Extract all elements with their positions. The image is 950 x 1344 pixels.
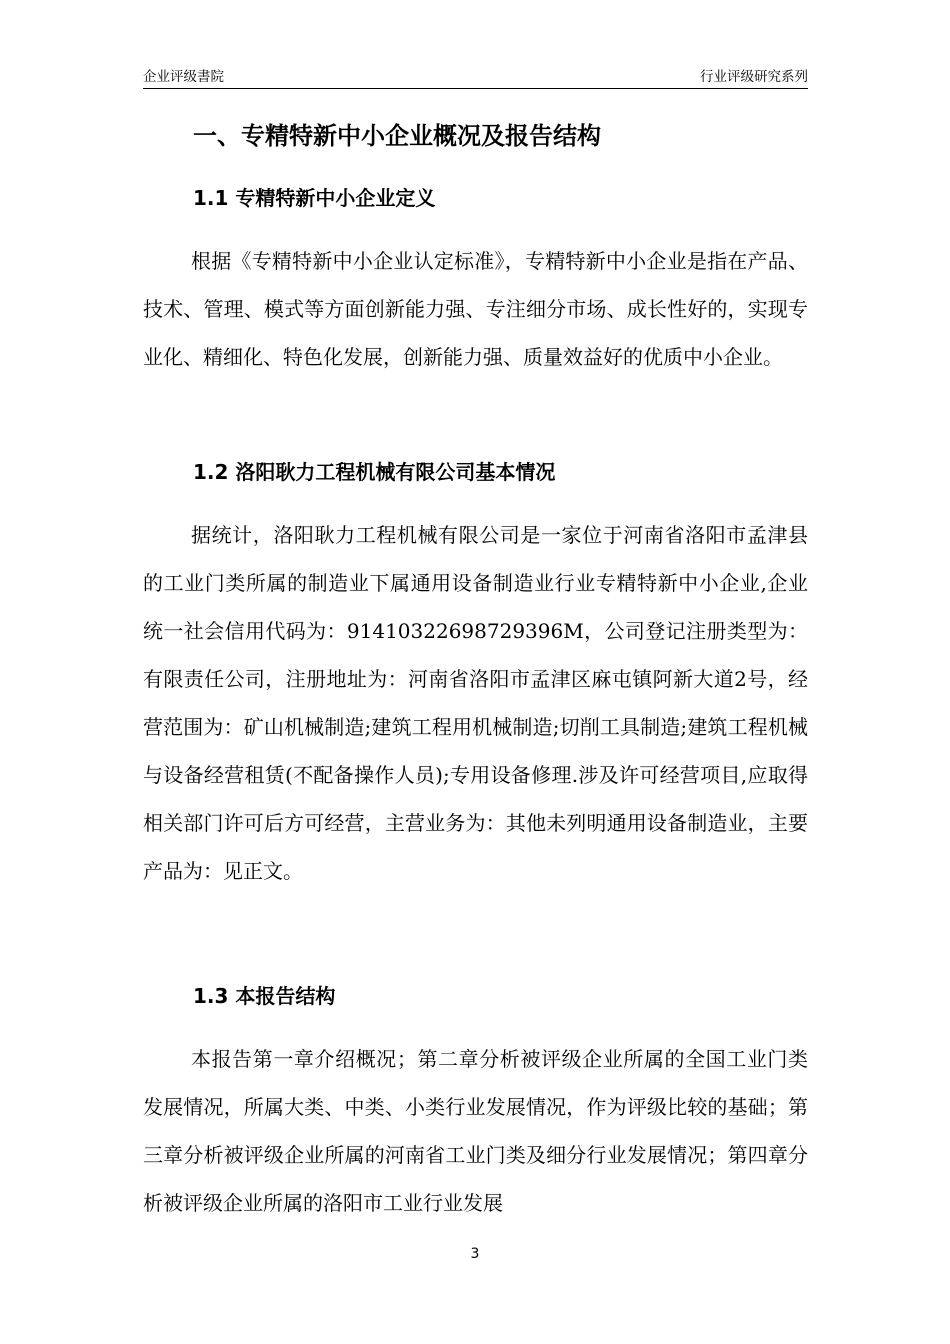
subsection-1-2-paragraph: 据统计，洛阳耿力工程机械有限公司是一家位于河南省洛阳市孟津县的工业门类所属的制造业下属通用设备制造业行业专精特新中小企业,企业统一社会信用代码为：91410322698729396M，公司登记注册类型为：有限责任公司，注册地址为：河南省洛阳市孟津区麻屯镇阿新大道2号，经营范围为：矿山机械制造;建筑工程用机械制造;切削工具制造;建筑工程机械与设备经营租赁(不配备操作人员);专用设备修理.涉及许可经营项目,应取得相关部门许可后方可经营，主营业务为：其他未列明通用设备制造业，主要产品为：见正文。: [143, 523, 808, 883]
subsection-1-2-title: 1.2 洛阳耿力工程机械有限公司基本情况: [193, 460, 556, 484]
header-left-text: 企业评级書院: [143, 69, 224, 85]
subsection-1-3-title: 1.3 本报告结构: [193, 984, 336, 1008]
subsection-1-3-paragraph: 本报告第一章介绍概况；第二章分析被评级企业所属的全国工业门类发展情况，所属大类、中类、小类行业发展情况，作为评级比较的基础；第三章分析被评级企业所属的河南省工业门类及细分行业发展情况；第四章分析被评级企业所属的洛阳市工业行业发展: [143, 1047, 808, 1215]
header-right-text: 行业评级研究系列: [700, 69, 808, 85]
subsection-1-1-paragraph: 根据《专精特新中小企业认定标准》，专精特新中小企业是指在产品、技术、管理、模式等方面创新能力强、专注细分市场、成长性好的，实现专业化、精细化、特色化发展，创新能力强、质量效益好的优质中小企业。: [143, 249, 808, 369]
page-header: [143, 66, 808, 89]
page-number: 3: [470, 1246, 480, 1262]
section-title: 一、专精特新中小企业概况及报告结构: [193, 122, 601, 150]
subsection-1-1-title: 1.1 专精特新中小企业定义: [193, 186, 436, 210]
